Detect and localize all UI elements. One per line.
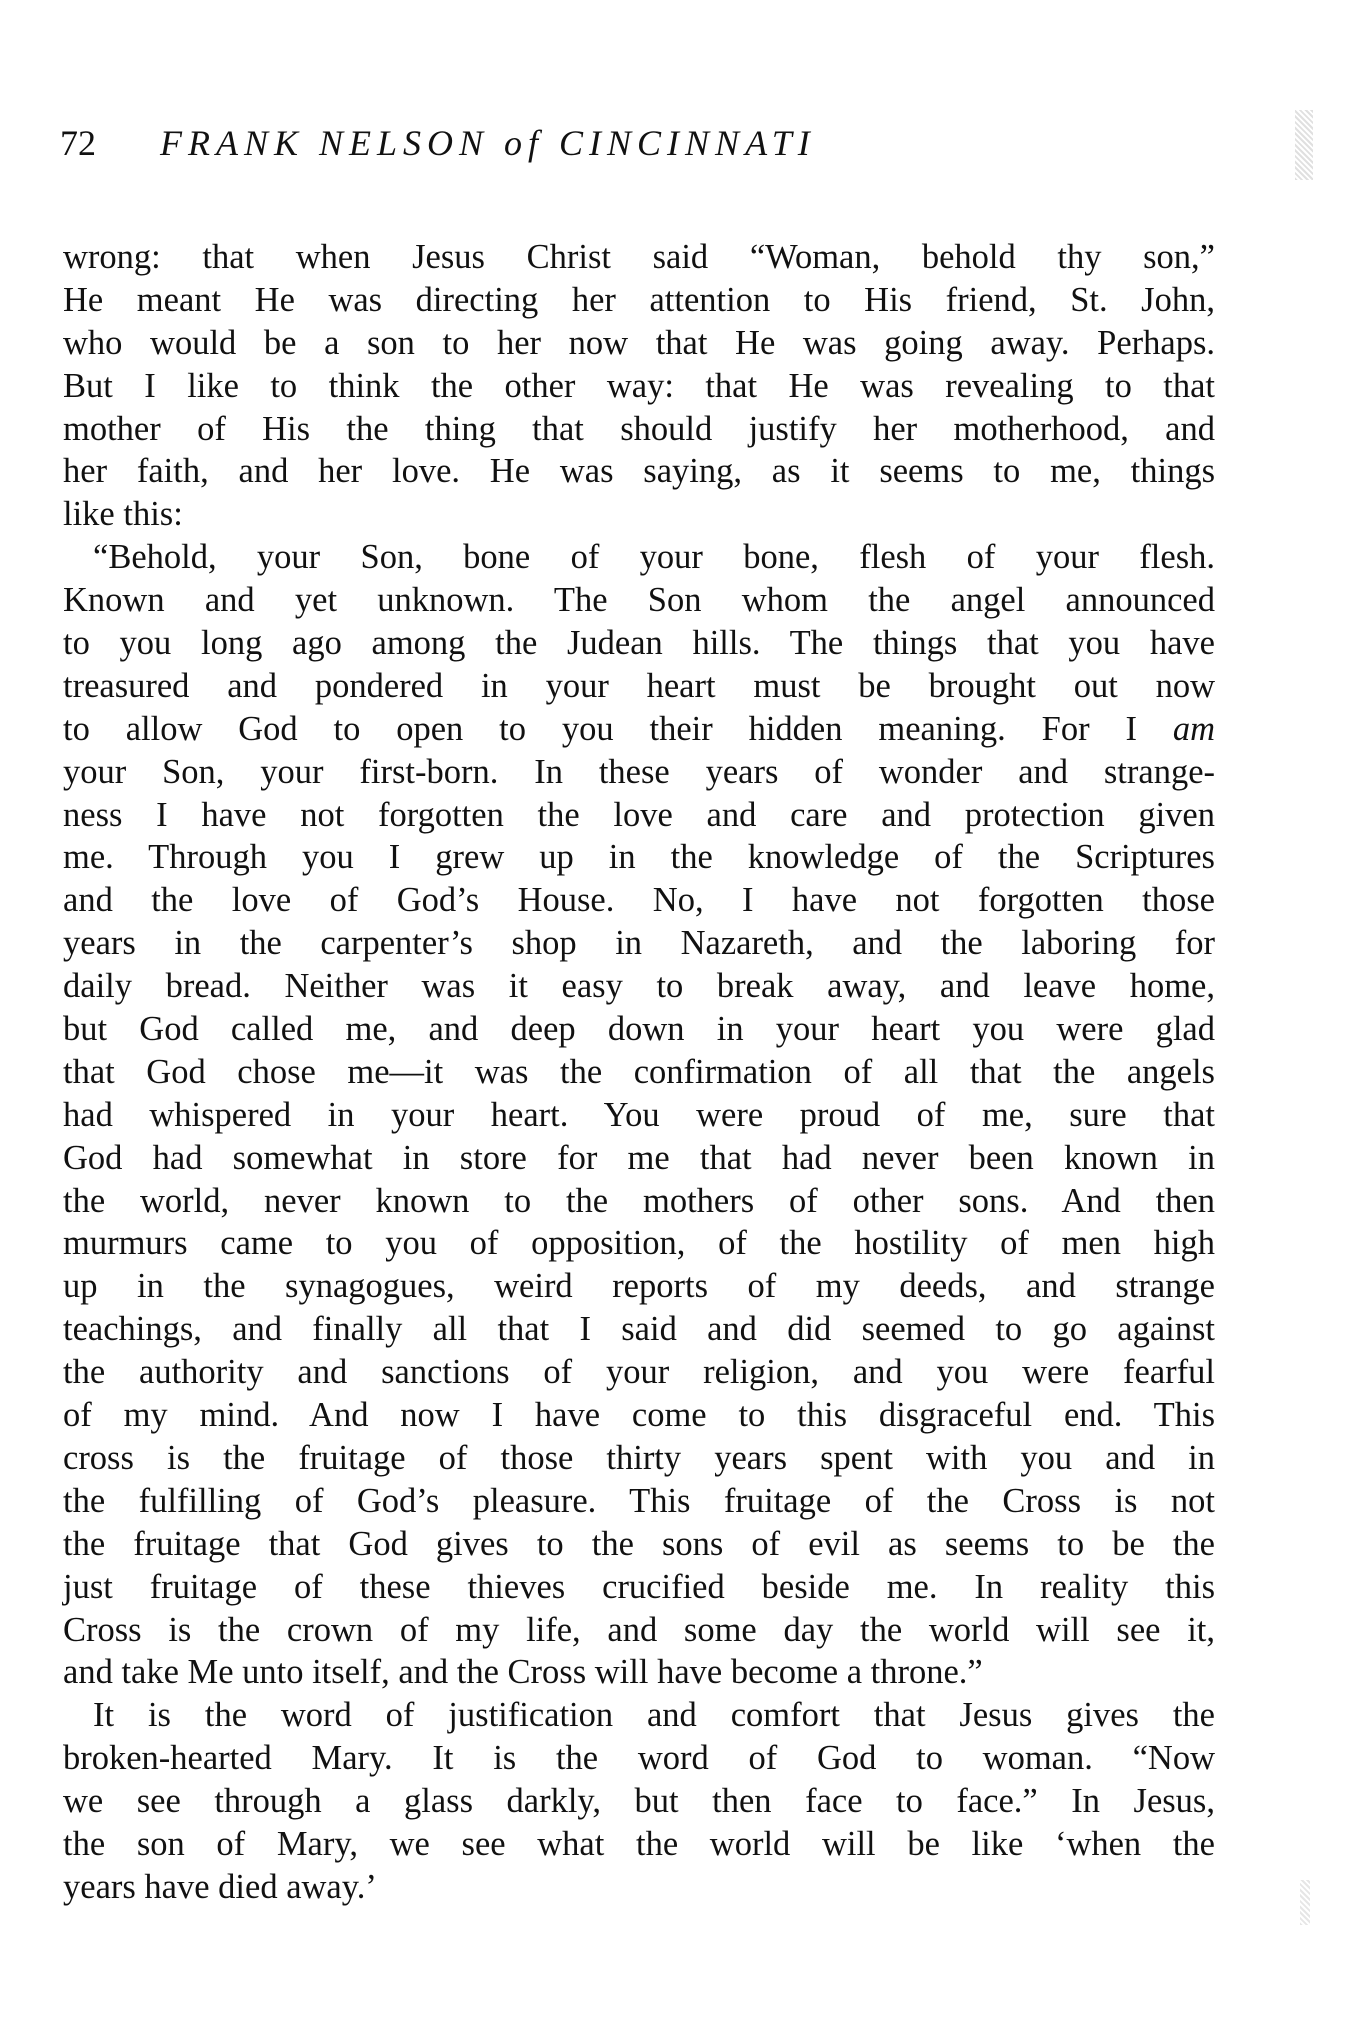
text-line [63, 1651, 1215, 1694]
text-segment: her faith, and her love. He was saying, as it seems to me, things [63, 452, 1215, 491]
text-segment: years have died away.’ [63, 1867, 377, 1906]
text-segment: to allow God to open to you their hidden meaning. For I [63, 709, 1173, 748]
text-line [63, 836, 1215, 879]
text-line [63, 1866, 1215, 1909]
text-line [63, 965, 1215, 1008]
text-line [63, 1180, 1215, 1223]
text-segment: He meant He was directing her attention to His friend, St. John, [63, 280, 1215, 319]
text-segment: up in the synagogues, weird reports of my deeds, and strange [63, 1267, 1215, 1306]
text-segment: Cross is the crown of my life, and some day the world will see it, [63, 1610, 1215, 1649]
text-line [63, 1694, 1215, 1737]
text-segment: But I like to think the other way: that He was revealing to that [63, 366, 1215, 405]
text-line [63, 1437, 1215, 1480]
text-line [63, 1609, 1215, 1652]
text-line [63, 408, 1215, 451]
text-segment: the fruitage that God gives to the sons of evil as seems to be the [63, 1524, 1215, 1563]
text-line [63, 1094, 1215, 1137]
text-line [63, 1308, 1215, 1351]
text-line [63, 622, 1215, 665]
text-segment: “Behold, your Son, bone of your bone, flesh of your flesh. [93, 538, 1215, 577]
text-segment: mother of His the thing that should justify her motherhood, and [63, 409, 1215, 448]
text-line [63, 493, 1215, 536]
text-line [63, 1523, 1215, 1566]
page-number: 72 [60, 123, 96, 163]
text-segment: the world, never known to the mothers of other sons. And then [63, 1181, 1215, 1220]
italic-text: am [1172, 709, 1215, 748]
text-line [63, 1222, 1215, 1265]
text-line [63, 794, 1215, 837]
text-line [63, 536, 1215, 579]
scan-artifact [1295, 110, 1313, 180]
text-line [63, 879, 1215, 922]
text-line [63, 579, 1215, 622]
text-segment: we see through a glass darkly, but then face to face.” In Jesus, [63, 1782, 1215, 1821]
text-segment: that God chose me—it was the confirmation of all that the angels [63, 1052, 1215, 1091]
text-segment: just fruitage of these thieves crucified beside me. In reality this [63, 1567, 1215, 1606]
body-text [63, 236, 1215, 1909]
text-segment: like this: [63, 495, 183, 534]
text-segment: God had somewhat in store for me that had never been known in [63, 1138, 1215, 1177]
text-line [63, 236, 1215, 279]
scan-artifact [1300, 1880, 1310, 1925]
running-title: FRANK NELSON of CINCINNATI [160, 123, 816, 163]
text-segment: and take Me unto itself, and the Cross will have become a throne.” [63, 1653, 983, 1692]
text-segment: who would be a son to her now that He was going away. Perhaps. [63, 323, 1215, 362]
text-line [63, 1394, 1215, 1437]
text-segment: daily bread. Neither was it easy to break away, and leave home, [63, 967, 1215, 1006]
text-segment: years in the carpenter’s shop in Nazareth, and the laboring for [63, 924, 1215, 963]
text-line [63, 1051, 1215, 1094]
text-segment: cross is the fruitage of those thirty years spent with you and in [63, 1438, 1215, 1477]
text-segment: the authority and sanctions of your religion, and you were fearful [63, 1353, 1215, 1392]
text-line [63, 365, 1215, 408]
text-line [63, 1265, 1215, 1308]
running-header [60, 122, 816, 164]
text-line [63, 1780, 1215, 1823]
text-line [63, 708, 1215, 751]
text-segment: treasured and pondered in your heart must be brought out now [63, 666, 1215, 705]
text-line [63, 1480, 1215, 1523]
text-line [63, 322, 1215, 365]
text-segment: It is the word of justification and comfort that Jesus gives the [93, 1696, 1215, 1735]
text-line [63, 1351, 1215, 1394]
text-segment: Known and yet unknown. The Son whom the angel announced [63, 581, 1215, 620]
text-segment: teachings, and finally all that I said and did seemed to go against [63, 1310, 1215, 1349]
text-line [63, 751, 1215, 794]
text-line [63, 279, 1215, 322]
text-segment: to you long ago among the Judean hills. The things that you have [63, 624, 1215, 663]
text-segment: the fulfilling of God’s pleasure. This fruitage of the Cross is not [63, 1481, 1215, 1520]
text-segment: your Son, your first-born. In these years of wonder and strange- [63, 752, 1215, 791]
text-segment: me. Through you I grew up in the knowledge of the Scriptures [63, 838, 1215, 877]
text-segment: broken-hearted Mary. It is the word of God to woman. “Now [63, 1739, 1215, 1778]
text-line [63, 1566, 1215, 1609]
text-line [63, 665, 1215, 708]
text-segment: murmurs came to you of opposition, of the hostility of men high [63, 1224, 1215, 1263]
text-line [63, 1737, 1215, 1780]
text-segment: and the love of God’s House. No, I have not forgotten those [63, 881, 1215, 920]
text-segment: but God called me, and deep down in your heart you were glad [63, 1010, 1215, 1049]
text-segment: wrong: that when Jesus Christ said “Woman, behold thy son,” [63, 238, 1215, 276]
text-line [63, 1008, 1215, 1051]
text-line [63, 922, 1215, 965]
text-segment: had whispered in your heart. You were proud of me, sure that [63, 1095, 1215, 1134]
text-segment: the son of Mary, we see what the world will be like ‘when the [63, 1824, 1215, 1863]
text-line [63, 1823, 1215, 1866]
text-segment: ness I have not forgotten the love and care and protection given [63, 795, 1215, 834]
text-line [63, 1137, 1215, 1180]
text-line [63, 450, 1215, 493]
text-segment: of my mind. And now I have come to this disgraceful end. This [63, 1396, 1215, 1435]
